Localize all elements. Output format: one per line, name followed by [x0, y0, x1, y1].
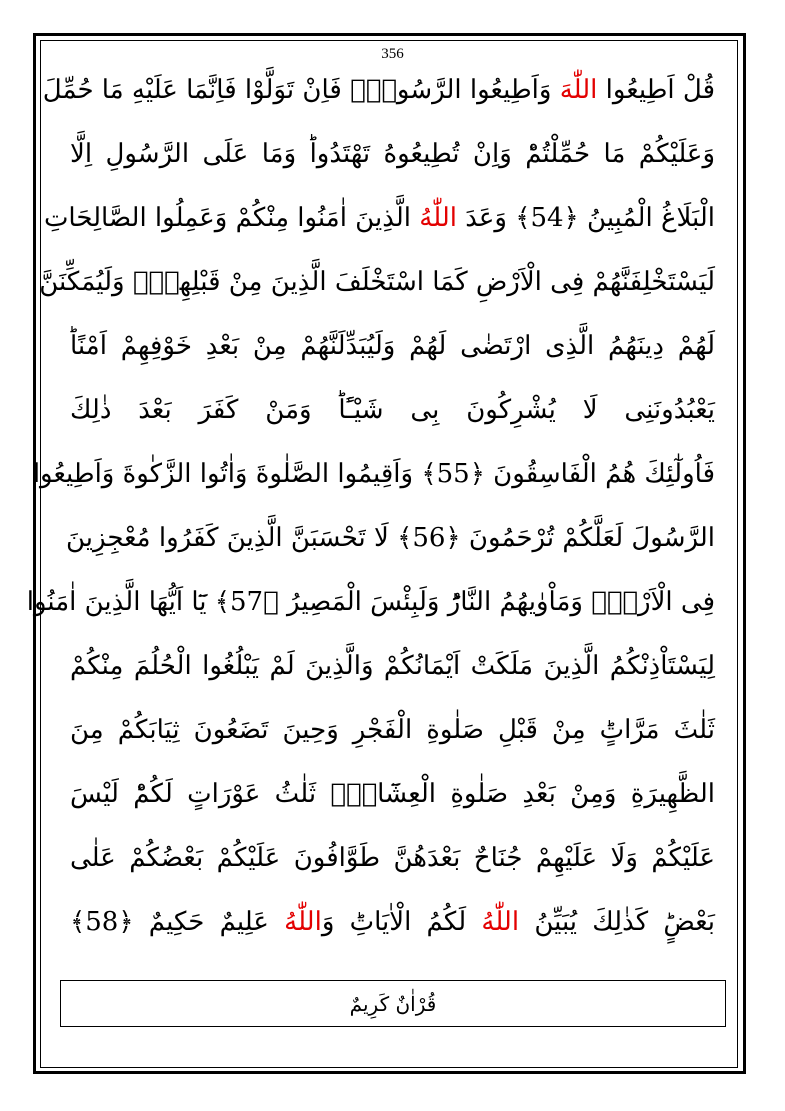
verse-text: ثَلٰثَ مَرَّاتٍؕ مِنْ قَبْلِ صَلٰوةِ الْفَجْرِ وَحِينَ تَضَعُونَ ثِيَابَكُمْ مِنَ — [70, 715, 715, 745]
verse-line — [70, 126, 715, 182]
verse-line — [70, 830, 715, 886]
verse-line — [70, 766, 715, 822]
verse-text: قُلْ اَطِيعُوا — [597, 75, 715, 105]
verse-line — [43, 190, 715, 246]
divine-name: اللّٰهُ — [481, 907, 520, 937]
verse-text: بَعْضٍؕ كَذٰلِكَ يُبَيِّنُ — [519, 907, 715, 937]
divine-name: اللّٰهُ — [419, 203, 457, 233]
verse-line — [26, 574, 715, 630]
verse-line — [70, 702, 715, 758]
verse-text: الرَّسُولَ لَعَلَّكُمْ تُرْحَمُونَ ﴿56﴾ لَا تَحْسَبَنَّ الَّذِينَ كَفَرُوا مُعْجِزِينَ — [65, 523, 715, 553]
verse-text: وَعَلَيْكُمْ مَا حُمِّلْتُمْؕ وَاِنْ تُطِيعُوهُ تَهْتَدُواؕ وَمَا عَلَى الرَّسُولِ اِلَّا — [70, 139, 715, 169]
verse-text: الَّذِينَ اٰمَنُوا مِنْكُمْ وَعَمِلُوا الصَّالِحَاتِ — [43, 203, 420, 233]
verse-text: وَاَطِيعُوا الرَّسُولَۚ فَاِنْ تَوَلَّوْا فَاِنَّمَا عَلَيْهِ مَا حُمِّلَ — [42, 75, 560, 105]
verse-line — [39, 254, 715, 310]
verse-line — [70, 382, 715, 438]
divine-name: اللّٰهَ — [559, 75, 598, 105]
verse-line — [70, 638, 715, 694]
verse-text-block — [26, 70, 715, 937]
footer-label: قُرْاٰنٌ كَرِيمٌ — [349, 991, 437, 1016]
verse-text: فِى الْاَرْضِۚ وَمَاْوٰيهُمُ النَّارُؕ وَلَبِئْسَ الْمَصِيرُ ﴿57﴾ يَٓا اَيُّهَا الَّذِينَ اٰمَنُوا — [26, 587, 715, 617]
divine-name: اللّٰهُ — [284, 907, 322, 937]
verse-line — [65, 510, 715, 566]
verse-text: فَاُولٰٓئِكَ هُمُ الْفَاسِقُونَ ﴿55﴾ وَاَقِيمُوا الصَّلٰوةَ وَاٰتُوا الزَّكٰوةَ وَاَطِيعُوا — [32, 459, 715, 489]
verse-text: لَيَسْتَخْلِفَنَّهُمْ فِى الْاَرْضِ كَمَا اسْتَخْلَفَ الَّذِينَ مِنْ قَبْلِهِمْۖ وَلَيُمَكِّنَنَّ — [39, 267, 715, 297]
verse-text: الظَّهِيرَةِ وَمِنْ بَعْدِ صَلٰوةِ الْعِشَٓاءِۜ ثَلٰثُ عَوْرَاتٍ لَكُمْؕ لَيْسَ — [70, 779, 715, 809]
verse-text: لَهُمْ دِينَهُمُ الَّذِى ارْتَضٰى لَهُمْ وَلَيُبَدِّلَنَّهُمْ مِنْ بَعْدِ خَوْفِهِمْ اَمْنًاؕ — [70, 331, 715, 361]
verse-text: عَلِيمٌ حَكِيمٌ ﴿58﴾ — [70, 907, 285, 937]
verse-text: يَعْبُدُونَنِى لَا يُشْرِكُونَ بِى شَيْـًٔاؕ وَمَنْ كَفَرَ بَعْدَ ذٰلِكَ — [70, 395, 715, 425]
verse-text: لَكُمُ الْاٰيَاتِؕ وَ — [321, 907, 482, 937]
verse-line — [32, 446, 715, 502]
verse-line — [70, 894, 715, 950]
verse-text: عَلَيْكُمْ وَلَا عَلَيْهِمْ جُنَاحٌ بَعْدَهُنَّ طَوَّافُونَ عَلَيْكُمْ بَعْضُكُمْ عَلٰى — [70, 843, 715, 873]
page-number: 356 — [381, 46, 404, 62]
verse-line — [70, 318, 715, 374]
footer-box — [60, 980, 726, 1027]
verse-text: الْبَلَاغُ الْمُبِينُ ﴿54﴾ وَعَدَ — [456, 203, 715, 233]
verse-line — [42, 62, 715, 118]
verse-text: لِيَسْتَاْذِنْكُمُ الَّذِينَ مَلَكَتْ اَيْمَانُكُمْ وَالَّذِينَ لَمْ يَبْلُغُوا الْحُلُمَ مِنْكُمْ — [70, 651, 715, 681]
